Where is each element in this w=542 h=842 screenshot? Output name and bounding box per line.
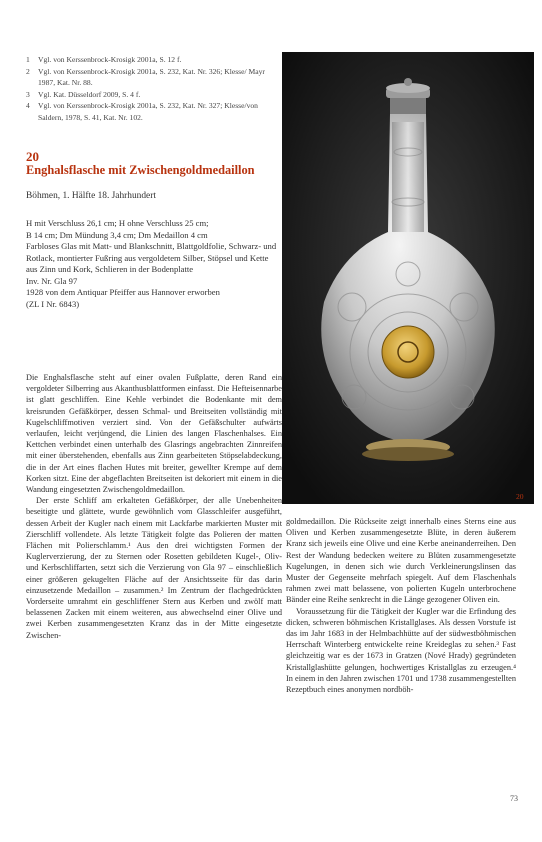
footnote: 4 Vgl. von Kerssenbrock-Krosigk 2001a, S. 232, Kat. Nr. 327; Klesse/von Saldern, 1978, S. 41, Kat. Nr. 102.: [26, 101, 258, 122]
catalogue-number: 20: [26, 149, 39, 164]
inventory-number: Inv. Nr. Gla 97: [26, 275, 78, 286]
catalogue-origin: Böhmen, 1. Hälfte 18. Jahrhundert: [26, 191, 156, 201]
footnote: 3 Vgl. Kat. Düsseldorf 2009, S. 4 f.: [26, 89, 141, 99]
paragraph: Voraussetzung für die Tätigkeit der Kugler war die Erfindung des dicken, schweren böhmischen Kristallglases. Als dessen Vorstufe ist das im Jahr 1683 in der Helmbachhütte auf der südwestböhmischen Herrschaft Winterberg entwickelte reine Kreideglas zu sehen.³ Fast gleichzeitig war es der 1673 in Gratzen (Nové Hrady) gegründeten Kristallglashütte gelungen, hochwertiges Kristallglas zu erzeugen.⁴ In einem in den Jahren zwischen 1701 und 1738 zusammengestellten Rezeptbuch eines anonymen nordböh-: [286, 606, 516, 695]
material-description: Farbloses Glas mit Matt- und Blankschnitt, Blattgoldfolie, Schwarz- und Rotlack, montierter Fußring aus vergoldetem Silber, Stöpsel und Kette aus Zinn und Kork, Schlieren in der Bodenplatte: [26, 241, 277, 274]
paragraph: Der erste Schliff am erkalteten Gefäßkörper, der alle Unebenheiten beseitigte und glättete, wurde gewöhnlich vom Glasschleifer ausgeführt, dessen Arbeit der Kugler nach einem mit Lackfarbe markierten Muster mit Zierschliff vollendete. Als letzte Tätigkeit folgte das Polieren der matten Flächen mit Polierschlamm.¹ Aus den drei wichtigsten Formen der Kuglerverzierung, der zu Sternen oder Rosetten gebildeten Kugel-, Oliv- und Kerbschliffarten, setzt sich die Verzierung von Gla 97 – einschließlich einer größeren gekugelten Fläche auf der Ansichtsseite für das darin einzusetzende Medaillon – zusammen.² Im Zentrum der flachgedrückten Vorderseite umrahmt ein geschliffener Stern aus Kerben und zwölf matt belassenen Zacken mit einem weiteren, aus abwechselnd einer Olive und zwei Kerben zusammengesetzten Kranz das in der Mitte eingesetzte Zwischen-: [26, 496, 282, 640]
body-text-right: [286, 516, 516, 695]
dimensions-line: H mit Verschluss 26,1 cm; H ohne Verschluss 25 cm;: [26, 218, 209, 228]
footnotes: [26, 54, 276, 124]
body-text-left: [26, 372, 282, 641]
catalogue-title: Enghalsflasche mit Zwischengoldmedaillon: [26, 163, 255, 177]
figure-caption: 20: [516, 492, 524, 501]
paragraph: goldmedaillon. Die Rückseite zeigt innerhalb eines Sterns eine aus Oliven und Kerben zusammengesetzte Blüte, in deren äußerem Kranz sich jeweils eine Olive und eine Kerbe aneinanderreihen. Den Rest der Wandung bedecken weitere zu Blüten zusammengesetzte Kugelungen, in denen sich wie durch Verkleinerungslinsen das Muster der Gegenseite mehrfach spiegelt. Auf dem Flaschenhals rahmen zwei matt belassene, von polierten Kugeln unterbrochene Bänder eine Reihe senkrecht in die Länge gezogener Oliven ein.: [286, 517, 516, 605]
dimensions-line: B 14 cm; Dm Mündung 3,4 cm; Dm Medaillon 4 cm: [26, 229, 208, 240]
footnote: 2 Vgl. von Kerssenbrock-Krosigk 2001a, S. 232, Kat. Nr. 326; Klesse/ Mayr 1987, Kat. Nr. 88.: [26, 66, 265, 88]
provenance: 1928 von dem Antiquar Pfeiffer aus Hannover erworben: [26, 287, 220, 297]
paragraph: Die Enghalsflasche steht auf einer ovalen Fußplatte, deren Rand ein vergoldeter Silberring aus Akanthusblattformen einfasst. Die Hefteisennarbe ist glatt geschliffen. Eine Kehle verbindet die Bodenkante mit dem kreisrunden Gefäßkörper, dessen Schmal- und Breitseiten vollständig mit Kugelschliffmotiven verziert sind. Von der Gefäßschulter aufwärts verlaufen, leicht verjüngend, die Linien des langen Flaschenhalses. Ein Kettchen verbindet einen unterhalb des Glasrings angebrachten Zinnreifen mit einer überstehenden, ebenfalls aus Zinn gearbeiteten Stöpselabdeckung, die in der Art eines flachen Hutes mit breiter, gewellter Krempe auf dem Korken sitzt. Eine der abgeflachten Breitseiten ist dekoriert mit einem in die Wandung eingesetzten Zwischengoldmedaillon.: [26, 373, 282, 495]
glass-bottle-illustration: [282, 52, 534, 504]
footnote: 1 Vgl. von Kerssenbrock-Krosigk 2001a, S. 12 f.: [26, 55, 182, 64]
page-number: 73: [510, 794, 518, 803]
object-specs: [26, 218, 282, 310]
zl-number: (ZL I Nr. 6843): [26, 298, 80, 309]
bottle-photo: [282, 52, 534, 504]
